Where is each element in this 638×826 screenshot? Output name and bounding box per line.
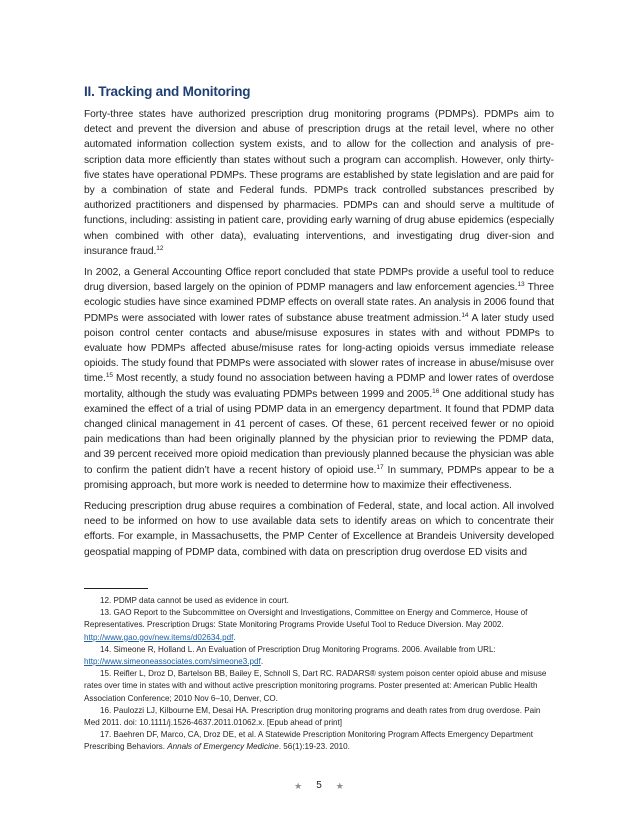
paragraph [84, 265, 554, 493]
star-icon: ★ [294, 781, 303, 791]
reference-link[interactable]: http://www.gao.gov/new.items/d02634.pdf [84, 632, 234, 642]
star-icon: ★ [335, 781, 344, 791]
footnote [84, 607, 554, 644]
text-run: . [233, 632, 236, 642]
footnotes [84, 595, 554, 754]
text-run: 17. Baehren DF, Marco, CA, Droz DE, et al. A Statewide Prescription Monitoring Program Affects Emergency Department Prescribing Behaviors. [84, 730, 534, 752]
text-run: In 2002, a General Accounting Office report concluded that state PDMPs provide a useful tool to reduce drug diversion, based largely on the opinion of PDMP managers and law enforcement agencies. [84, 267, 554, 294]
text-run: Most recently, a study found no association between having a PDMP and lower rates of overdose mortality, although the study was evaluating PDMPs between 1999 and 2005. [84, 373, 554, 400]
footnote-ref: 16 [432, 387, 440, 395]
footnote [84, 595, 554, 607]
text-run: Forty-three states have authorized prescription drug monitoring programs (PDMPs). PDMPs aim to detect and prevent the diversion and abuse of prescription drugs at the retail level, where no other automated information collection system exists, and to allow for the collection and analysis of pre-scription data more efficiently than states without such a program can accomplish. However, only thirty-five states have operational PDMPs. These programs are established by state legislation and are paid for by a combination of state and Federal funds. PDMPs track controlled substances prescribed by authorized practitioners and dispensed by pharmacies. PDMPs can and should serve a multitude of functions, including: assisting in patient care, providing early warning of drug abuse epidemics (especially when combined with other data), evaluating interventions, and investigating drug diver-sion and insurance fraud. [84, 109, 554, 257]
footnote [84, 668, 554, 705]
text-run: Reducing prescription drug abuse requires a combination of Federal, state, and local action. All involved need to be informed on how to use available data sets to identify areas on which to concentrate their efforts. For example, in Massachusetts, the PMP Center of Excellence at Brandeis University developed geospatial mapping of PDMP data, combined with data on prescription drug overdose ED visits and [84, 501, 554, 558]
page-number: 5 [316, 780, 322, 791]
footnote-divider [84, 588, 148, 589]
text-run: One additional study has examined the effect of a trial of using PDMP data in an emergency department. It found that PDMP data changed clinical management in 41 percent of cases. Of these, 61 percent received fewer or no opioid pain medications than had been originally planned by the physician prior to reviewing the PDMP data, and 39 percent received more opioid medication than previously planned because the physician was able to confirm the patient didn’t have a recent history of opioid use. [84, 388, 554, 476]
text-run: 16. Paulozzi LJ, Kilbourne EM, Desai HA. Prescription drug monitoring programs and death rates from drug overdose. Pain Med 2011. doi: 10.1111/j.1526-4637.2011.01062.x. [Epub ahead of print] [84, 705, 541, 728]
reference-link[interactable]: http://www.simeoneassociates.com/simeone3.pdf [84, 657, 261, 667]
text-run: 14. Simeone R, Holland L. An Evaluation of Prescription Drug Monitoring Programs. 2006. Available from URL: [100, 644, 496, 654]
text-run: In summary, PDMPs appear to be a promising approach, but more work is needed to determine how to maximize their effectiveness. [84, 464, 554, 491]
footnote-ref: 14 [461, 311, 469, 319]
footnote-ref: 12 [156, 244, 164, 252]
text-run: . 56(1):19-23. 2010. [278, 742, 350, 752]
paragraph [84, 107, 554, 259]
footnote-ref: 15 [105, 372, 113, 380]
text-run: A later study used poison control center contacts and abuse/misuse exposures in states with and without PDMPs to evaluate how PDMPs affected abuse/misuse rates for long-acting opioids versus immediate release opioids. The study found that PDMPs were associated with slower rates of increase in abuse/misuse over time. [84, 312, 554, 385]
footnote [84, 729, 554, 753]
text-run: . [260, 657, 264, 667]
paragraph [84, 499, 554, 560]
text-run: Three ecologic studies have since examined PDMP effects on overall state rates. An analysis in 2006 found that PDMPs were associated with lower rates of substance abuse treatment admission. [84, 282, 554, 324]
page-footer [0, 779, 638, 793]
journal-title: Annals of Emergency Medicine [167, 742, 279, 752]
text-run: 15. Reifler L, Droz D, Bartelson BB, Bailey E, Schnoll S, Dart RC. RADARS® system poison center opioid abuse and misuse rates over time in states with and without active prescription monitoring programs. Poster presented at: American Public Health Association Conference; 2010 Nov 6–10, Denver, CO. [84, 669, 547, 703]
text-run: 12. PDMP data cannot be used as evidence in court. [100, 596, 289, 605]
footnote [84, 705, 554, 729]
text-run: 13. GAO Report to the Subcommittee on Oversight and Investigations, Committee on Energy and Commerce, House of Representatives. Prescription Drugs: State Monitoring Programs Provide Useful Tool to Reduce Diversion. May 2002. [84, 608, 528, 630]
footnote-ref: 17 [376, 463, 384, 471]
footnote-ref: 13 [517, 281, 525, 289]
section-heading: II. Tracking and Monitoring [84, 84, 251, 99]
footnote [84, 644, 554, 668]
body-text [84, 107, 554, 566]
